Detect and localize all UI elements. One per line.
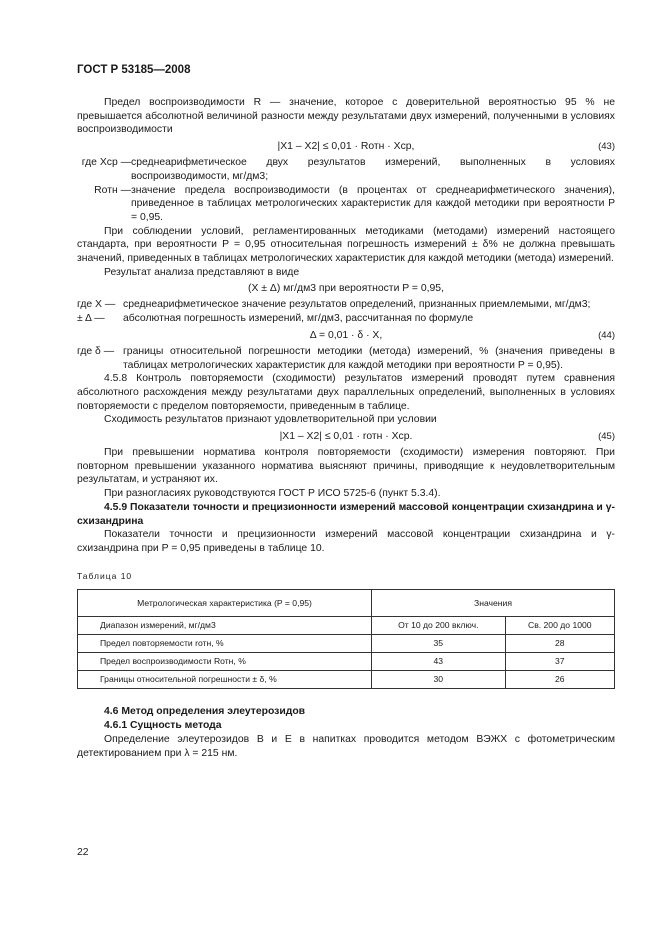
row-value-1: От 10 до 200 включ. xyxy=(372,617,506,635)
table-caption: Таблица 10 xyxy=(77,570,133,581)
paragraph-reproducibility: Предел воспроизводимости R — значение, которое с доверительной вероятностью 95 % не превышается абсолютной величиной разности между результатами двух измерений, полученными в условиях воспроизводимости xyxy=(77,97,615,136)
formula-44 xyxy=(77,328,615,343)
definition-rotn xyxy=(77,184,615,225)
definition-delta-limits xyxy=(77,345,615,372)
table-row xyxy=(78,653,615,671)
row-value-2: 28 xyxy=(505,635,614,653)
formula-43 xyxy=(77,139,615,154)
paragraph-error-limits: При соблюдении условий, регламентированных методиками (методами) измерений настоящего стандарта, при вероятности P = 0,95 относительная погрешность измерений ± δ% не должна превышать значений, приведенных в таблицах метрологических характеристик для каждой методики (метода) измерений. xyxy=(77,225,615,265)
definition-text: абсолютная погрешность измерений, мг/дм3, рассчитанная по формуле xyxy=(123,313,474,325)
table-row xyxy=(78,671,615,689)
formula-45-number: (45) xyxy=(598,431,615,443)
table-header-row xyxy=(78,590,615,617)
row-value-1: 43 xyxy=(372,653,506,671)
row-value-2: 26 xyxy=(505,671,614,689)
paragraph-4-5-8: 4.5.8 Контроль повторяемости (сходимости) результатов измерений проводят путем сравнения абсолютного расхождения между результатами двух параллельных определений, выполненных в условиях повторяемости с пределом повторяемости, приведенным в таблице. xyxy=(77,373,615,412)
section-4-5-9-heading: 4.5.9 Показатели точности и прецизионности измерений массовой концентрации схизандрина и γ-схизандрина xyxy=(77,501,615,527)
definition-label: Rотн — xyxy=(94,184,131,196)
definition-text: границы относительной погрешности методики (метода) измерений, % (значения приведены в таблицах метрологических характеристик для каждой методики при вероятности P = 0,95). xyxy=(123,345,615,371)
formula-45-expression: |X1 – X2| ≤ 0,01 · rотн · Xср. xyxy=(279,431,413,443)
section-4-6-1-heading: 4.6.1 Сущность метода xyxy=(104,720,222,732)
paragraph-result-form: Результат анализа представляют в виде xyxy=(104,266,300,278)
metrology-table xyxy=(77,589,615,689)
paragraph-method-essence: Определение элеутерозидов В и Е в напитках проводится методом ВЭЖХ с фотометрическим детектированием при λ = 215 нм. xyxy=(77,733,615,759)
definition-xcp xyxy=(77,156,615,183)
row-value-1: 30 xyxy=(372,671,506,689)
formula-44-expression: Δ = 0,01 · δ · X, xyxy=(309,329,383,341)
row-label: Диапазон измерений, мг/дм3 xyxy=(78,617,372,635)
header-characteristic: Метрологическая характеристика (P = 0,95) xyxy=(78,590,372,617)
row-value-1: 35 xyxy=(372,635,506,653)
paragraph-repeat: При превышении норматива контроля повторяемости (сходимости) измерения повторяют. При повторном превышении указанного норматива выясняют причины, приводящие к неудовлетворительным результатам, и устраняют их. xyxy=(77,447,615,486)
table-row xyxy=(78,635,615,653)
row-label: Предел повторяемости rотн, % xyxy=(78,635,372,653)
page-number: 22 xyxy=(77,847,89,858)
table-row xyxy=(78,617,615,635)
definition-label: где δ — xyxy=(77,345,115,357)
formula-43-expression: |X1 – X2| ≤ 0,01 · Rотн · Xср, xyxy=(277,141,415,153)
paragraph-accuracy-indicators: Показатели точности и прецизионности измерений массовой концентрации схизандрина и γ-схизандрина при P = 0,95 приведены в таблице 10. xyxy=(77,529,615,554)
row-label: Предел воспроизводимости Rотн, % xyxy=(78,653,372,671)
definition-text: среднеарифметическое двух результатов измерений, выполненных в условиях воспроизводимости, мг/дм3; xyxy=(131,157,615,182)
document-body xyxy=(77,96,615,760)
row-value-2: Св. 200 до 1000 xyxy=(505,617,614,635)
header-values: Значения xyxy=(372,590,615,617)
formula-result xyxy=(77,281,615,296)
definition-text: значение предела воспроизводимости (в процентах от среднеарифметического значения), приведенное в таблицах метрологических характеристик для каждой методики при вероятности P = 0,95. xyxy=(131,184,615,223)
formula-44-number: (44) xyxy=(598,329,615,341)
paragraph-disagreements: При разногласиях руководствуются ГОСТ Р ИСО 5725-6 (пункт 5.3.4). xyxy=(104,488,441,500)
definition-label: где X — xyxy=(77,299,116,311)
formula-45 xyxy=(77,429,615,444)
definition-label: ± Δ — xyxy=(77,313,105,325)
formula-43-number: (43) xyxy=(598,141,615,153)
section-4-6-heading: 4.6 Метод определения элеутерозидов xyxy=(104,706,306,718)
paragraph-convergence: Сходимость результатов признают удовлетворительной при условии xyxy=(104,414,437,426)
definition-text: среднеарифметическое значение результатов определений, признанных приемлемыми, мг/дм3; xyxy=(123,299,591,311)
definition-delta xyxy=(77,312,615,326)
definition-mean xyxy=(77,298,615,312)
definition-label: где Xср — xyxy=(81,157,131,169)
row-value-2: 37 xyxy=(505,653,614,671)
standard-header: ГОСТ Р 53185—2008 xyxy=(77,64,191,76)
formula-result-expression: (X ± Δ) мг/дм3 при вероятности P = 0,95, xyxy=(248,283,444,295)
row-label: Границы относительной погрешности ± δ, % xyxy=(78,671,372,689)
